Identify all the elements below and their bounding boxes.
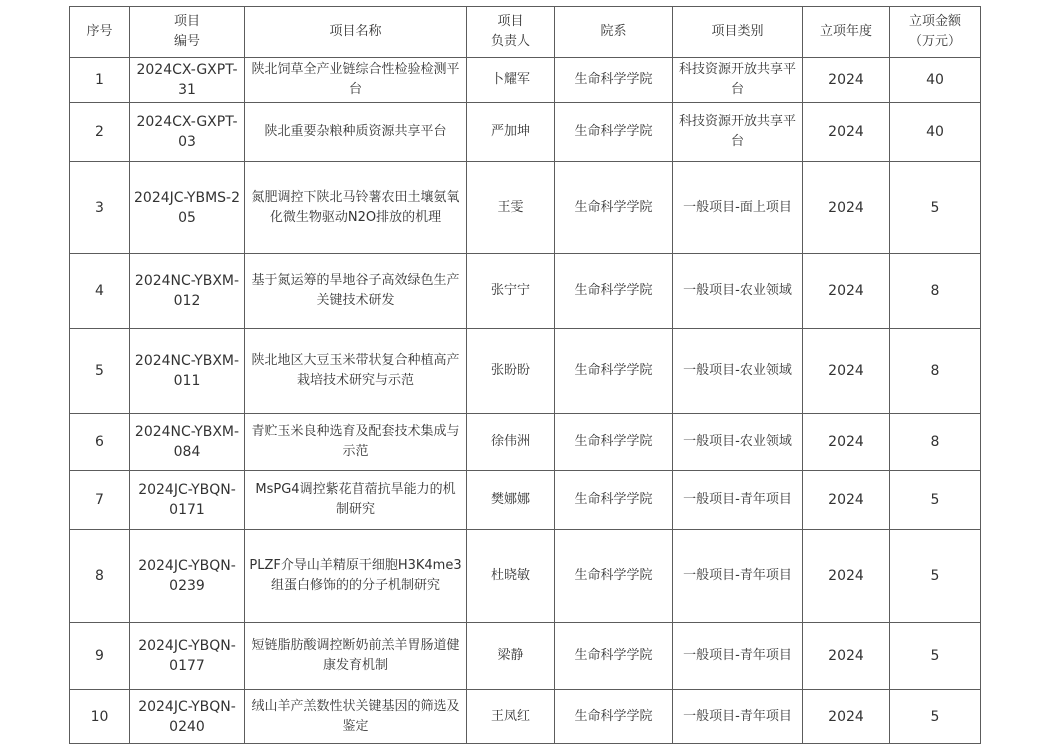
header-amount-line2: （万元）	[908, 34, 961, 49]
cell-category: 一般项目-青年项目	[673, 471, 803, 530]
cell-amount: 5	[890, 623, 981, 690]
cell-dept: 生命科学学院	[555, 414, 673, 471]
header-leader-line1: 项目	[497, 14, 524, 29]
cell-category: 一般项目-农业领域	[673, 414, 803, 471]
table-row	[70, 414, 981, 471]
cell-amount: 5	[890, 471, 981, 530]
table-row	[70, 530, 981, 623]
cell-code: 2024NC-YBXM-011	[130, 329, 245, 414]
cell-name: 氮肥调控下陕北马铃薯农田土壤氨氧化微生物驱动N2O排放的机理	[245, 162, 467, 254]
header-amount-line1: 立项金额	[908, 14, 961, 29]
cell-year: 2024	[803, 530, 890, 623]
cell-code: 2024JC-YBQN-0239	[130, 530, 245, 623]
cell-dept: 生命科学学院	[555, 690, 673, 744]
cell-name: 陕北地区大豆玉米带状复合种植高产栽培技术研究与示范	[245, 329, 467, 414]
cell-amount: 8	[890, 254, 981, 329]
cell-category: 一般项目-面上项目	[673, 162, 803, 254]
cell-index: 6	[70, 414, 130, 471]
header-year: 立项年度	[803, 7, 890, 58]
table-row	[70, 471, 981, 530]
header-index: 序号	[70, 7, 130, 58]
cell-amount: 40	[890, 58, 981, 103]
cell-amount: 40	[890, 103, 981, 162]
cell-dept: 生命科学学院	[555, 254, 673, 329]
cell-year: 2024	[803, 329, 890, 414]
cell-code: 2024JC-YBQN-0171	[130, 471, 245, 530]
cell-year: 2024	[803, 58, 890, 103]
cell-dept: 生命科学学院	[555, 58, 673, 103]
cell-leader: 梁静	[467, 623, 555, 690]
cell-amount: 5	[890, 530, 981, 623]
cell-category: 科技资源开放共享平台	[673, 58, 803, 103]
cell-name: MsPG4调控紫花苜蓿抗旱能力的机制研究	[245, 471, 467, 530]
cell-year: 2024	[803, 254, 890, 329]
cell-amount: 5	[890, 690, 981, 744]
cell-dept: 生命科学学院	[555, 623, 673, 690]
cell-index: 5	[70, 329, 130, 414]
cell-year: 2024	[803, 103, 890, 162]
cell-index: 2	[70, 103, 130, 162]
table-row	[70, 690, 981, 744]
cell-dept: 生命科学学院	[555, 162, 673, 254]
cell-name: 陕北饲草全产业链综合性检验检测平台	[245, 58, 467, 103]
table-row	[70, 58, 981, 103]
header-code-line2: 编号	[173, 34, 200, 49]
cell-code: 2024NC-YBXM-012	[130, 254, 245, 329]
cell-category: 一般项目-农业领域	[673, 254, 803, 329]
header-dept: 院系	[555, 7, 673, 58]
cell-leader: 张宁宁	[467, 254, 555, 329]
cell-leader: 樊娜娜	[467, 471, 555, 530]
cell-leader: 徐伟洲	[467, 414, 555, 471]
cell-year: 2024	[803, 690, 890, 744]
header-leader	[467, 7, 555, 58]
cell-code: 2024NC-YBXM-084	[130, 414, 245, 471]
cell-code: 2024CX-GXPT-03	[130, 103, 245, 162]
cell-category: 一般项目-农业领域	[673, 329, 803, 414]
cell-index: 1	[70, 58, 130, 103]
cell-name: 绒山羊产羔数性状关键基因的筛选及鉴定	[245, 690, 467, 744]
table-row	[70, 623, 981, 690]
cell-name: PLZF介导山羊精原干细胞H3K4me3组蛋白修饰的的分子机制研究	[245, 530, 467, 623]
table-row	[70, 162, 981, 254]
cell-code: 2024JC-YBQN-0177	[130, 623, 245, 690]
table-row	[70, 254, 981, 329]
cell-year: 2024	[803, 623, 890, 690]
project-table	[69, 6, 981, 744]
cell-index: 9	[70, 623, 130, 690]
header-name: 项目名称	[245, 7, 467, 58]
cell-category: 科技资源开放共享平台	[673, 103, 803, 162]
cell-index: 4	[70, 254, 130, 329]
cell-name: 基于氮运筹的旱地谷子高效绿色生产关键技术研发	[245, 254, 467, 329]
header-code-line1: 项目	[173, 14, 200, 29]
cell-year: 2024	[803, 471, 890, 530]
cell-name: 青贮玉米良种选育及配套技术集成与示范	[245, 414, 467, 471]
cell-leader: 杜晓敏	[467, 530, 555, 623]
cell-index: 3	[70, 162, 130, 254]
cell-category: 一般项目-青年项目	[673, 690, 803, 744]
cell-code: 2024JC-YBQN-0240	[130, 690, 245, 744]
cell-amount: 5	[890, 162, 981, 254]
header-leader-line2: 负责人	[490, 34, 530, 49]
cell-index: 10	[70, 690, 130, 744]
cell-amount: 8	[890, 329, 981, 414]
cell-year: 2024	[803, 414, 890, 471]
cell-index: 8	[70, 530, 130, 623]
header-code	[130, 7, 245, 58]
cell-name: 陕北重要杂粮种质资源共享平台	[245, 103, 467, 162]
cell-year: 2024	[803, 162, 890, 254]
cell-dept: 生命科学学院	[555, 103, 673, 162]
cell-leader: 王雯	[467, 162, 555, 254]
cell-dept: 生命科学学院	[555, 329, 673, 414]
cell-dept: 生命科学学院	[555, 530, 673, 623]
cell-leader: 严加坤	[467, 103, 555, 162]
cell-category: 一般项目-青年项目	[673, 623, 803, 690]
cell-leader: 卜耀军	[467, 58, 555, 103]
table-row	[70, 329, 981, 414]
cell-code: 2024CX-GXPT-31	[130, 58, 245, 103]
header-category: 项目类别	[673, 7, 803, 58]
header-amount	[890, 7, 981, 58]
cell-amount: 8	[890, 414, 981, 471]
cell-category: 一般项目-青年项目	[673, 530, 803, 623]
table-header-row	[70, 7, 981, 58]
cell-leader: 王凤红	[467, 690, 555, 744]
project-table-container	[69, 6, 981, 744]
cell-code: 2024JC-YBMS-205	[130, 162, 245, 254]
cell-dept: 生命科学学院	[555, 471, 673, 530]
table-row	[70, 103, 981, 162]
cell-leader: 张盼盼	[467, 329, 555, 414]
cell-name: 短链脂肪酸调控断奶前羔羊胃肠道健康发育机制	[245, 623, 467, 690]
cell-index: 7	[70, 471, 130, 530]
